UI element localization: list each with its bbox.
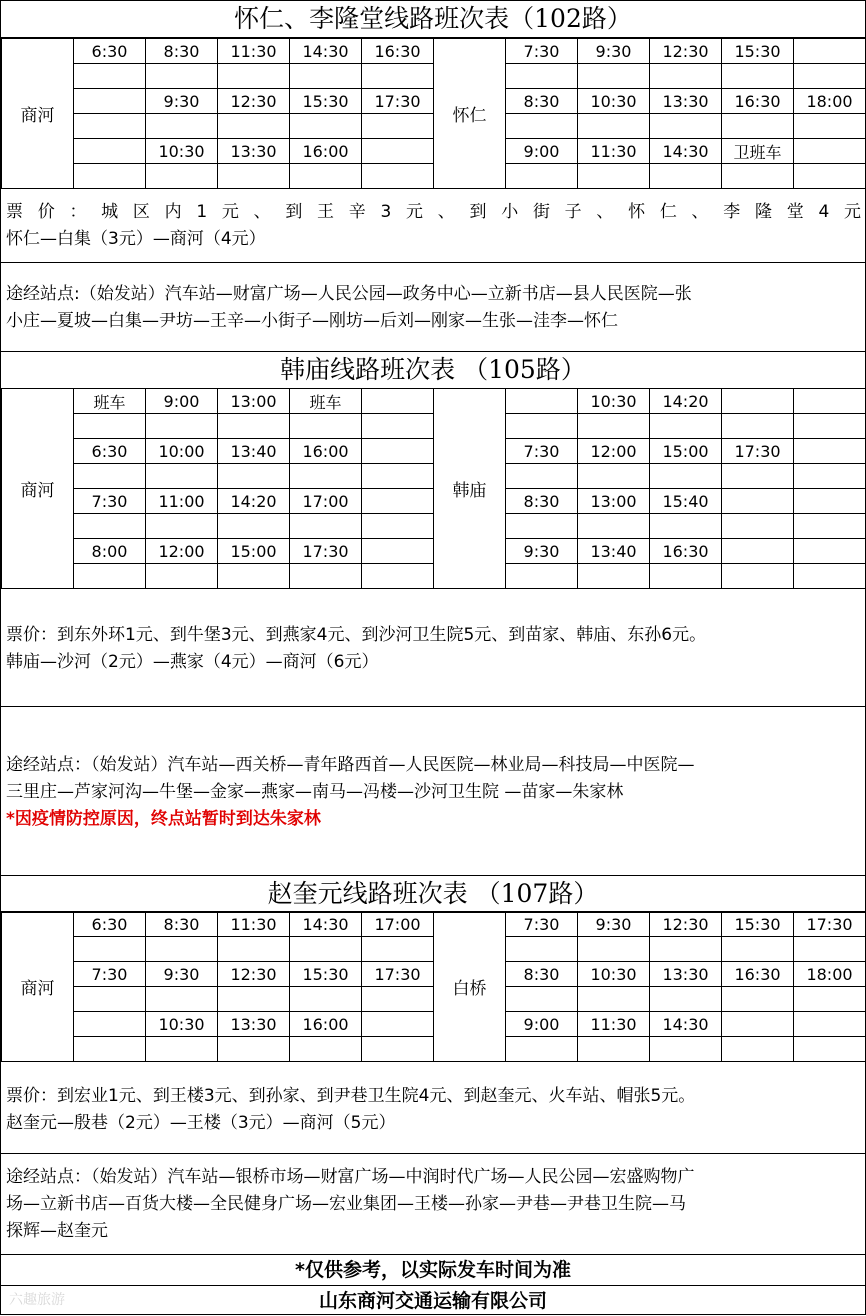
origin-station: 商河	[2, 912, 74, 1062]
departure-time-cell	[578, 164, 650, 189]
departure-time-cell: 8:00	[74, 539, 146, 564]
departure-time-cell	[362, 164, 434, 189]
departure-time-cell: 13:30	[218, 1012, 290, 1037]
departure-time-cell: 班车	[74, 389, 146, 414]
departure-time-cell: 卫班车	[722, 139, 794, 164]
route-107-fare-line-1: 票价：到宏业1元、到王楼3元、到孙家、到尹巷卫生院4元、到赵奎元、火车站、帽张5元。	[6, 1086, 696, 1106]
departure-time-cell	[362, 64, 434, 89]
departure-time-cell	[362, 564, 434, 589]
departure-time-cell: 13:30	[218, 139, 290, 164]
departure-time-cell: 8:30	[146, 912, 218, 937]
departure-time-cell	[218, 1037, 290, 1062]
departure-time-cell	[722, 1012, 794, 1037]
departure-time-cell	[506, 987, 578, 1012]
disclaimer: *仅供参考，以实际发车时间为准	[295, 1259, 571, 1281]
departure-time-cell: 17:30	[794, 912, 866, 937]
departure-time-cell: 18:00	[794, 962, 866, 987]
departure-time-cell: 8:30	[506, 89, 578, 114]
departure-time-cell	[794, 464, 866, 489]
departure-time-cell	[578, 514, 650, 539]
departure-time-cell	[722, 937, 794, 962]
departure-time-cell	[362, 937, 434, 962]
divider	[1, 1153, 865, 1154]
departure-time-cell: 10:30	[578, 389, 650, 414]
departure-time-cell	[578, 1037, 650, 1062]
departure-time-cell	[506, 64, 578, 89]
departure-time-cell	[650, 464, 722, 489]
table-row	[2, 39, 866, 64]
departure-time-cell	[74, 164, 146, 189]
departure-time-cell: 9:30	[578, 39, 650, 64]
departure-time-cell: 12:00	[578, 439, 650, 464]
departure-time-cell	[650, 164, 722, 189]
departure-time-cell: 9:00	[146, 389, 218, 414]
departure-time-cell: 16:30	[722, 89, 794, 114]
departure-time-cell	[794, 439, 866, 464]
departure-time-cell	[74, 89, 146, 114]
departure-time-cell	[146, 1037, 218, 1062]
departure-time-cell: 11:30	[578, 139, 650, 164]
departure-time-cell: 14:20	[218, 489, 290, 514]
departure-time-cell	[290, 564, 362, 589]
departure-time-cell: 9:30	[146, 89, 218, 114]
departure-time-cell: 6:30	[74, 439, 146, 464]
departure-time-cell	[362, 414, 434, 439]
departure-time-cell	[794, 539, 866, 564]
departure-time-cell: 7:30	[506, 912, 578, 937]
route-105-fare-line-2: 韩庙—沙河（2元）—燕家（4元）—商河（6元）	[6, 652, 379, 672]
departure-time-cell	[74, 1012, 146, 1037]
departure-time-cell	[722, 164, 794, 189]
departure-time-cell	[722, 1037, 794, 1062]
departure-time-cell	[722, 114, 794, 139]
departure-time-cell: 12:30	[650, 912, 722, 937]
return-station: 白桥	[434, 912, 506, 1062]
departure-time-cell	[290, 414, 362, 439]
departure-time-cell: 16:00	[290, 439, 362, 464]
departure-time-cell: 15:30	[290, 962, 362, 987]
departure-time-cell: 12:30	[218, 962, 290, 987]
departure-time-cell	[290, 464, 362, 489]
departure-time-cell	[506, 564, 578, 589]
return-station: 怀仁	[434, 39, 506, 189]
route-107-stops-line-1: 途经站点：（始发站）汽车站—银桥市场—财富广场—中润时代广场—人民公园—宏盛购物广	[6, 1167, 695, 1187]
departure-time-cell: 18:00	[794, 89, 866, 114]
departure-time-cell	[290, 987, 362, 1012]
departure-time-cell: 13:00	[218, 389, 290, 414]
departure-time-cell	[362, 139, 434, 164]
departure-time-cell	[218, 987, 290, 1012]
departure-time-cell	[506, 937, 578, 962]
table-row	[2, 912, 866, 937]
departure-time-cell	[362, 439, 434, 464]
departure-time-cell: 6:30	[74, 39, 146, 64]
route-107-stops-line-2: 场—立新书店—百货大楼—全民健身广场—宏业集团—王楼—孙家—尹巷—尹巷卫生院—马	[6, 1194, 686, 1214]
departure-time-cell	[146, 987, 218, 1012]
departure-time-cell	[74, 414, 146, 439]
departure-time-cell: 7:30	[506, 39, 578, 64]
departure-time-cell	[146, 464, 218, 489]
table-row	[2, 389, 866, 414]
departure-time-cell: 15:30	[722, 39, 794, 64]
route-105-notice: *因疫情防控原因，终点站暂时到达朱家林	[6, 809, 321, 829]
departure-time-cell	[794, 489, 866, 514]
departure-time-cell	[290, 64, 362, 89]
departure-time-cell: 9:30	[506, 539, 578, 564]
departure-time-cell	[722, 489, 794, 514]
departure-time-cell	[794, 1012, 866, 1037]
departure-time-cell	[506, 164, 578, 189]
departure-time-cell	[146, 937, 218, 962]
departure-time-cell: 13:40	[578, 539, 650, 564]
departure-time-cell	[506, 464, 578, 489]
departure-time-cell: 15:40	[650, 489, 722, 514]
departure-time-cell: 6:30	[74, 912, 146, 937]
departure-time-cell	[722, 987, 794, 1012]
departure-time-cell	[722, 564, 794, 589]
departure-time-cell: 8:30	[506, 489, 578, 514]
departure-time-cell	[794, 114, 866, 139]
departure-time-cell	[506, 514, 578, 539]
departure-time-cell	[74, 564, 146, 589]
departure-time-cell: 班车	[290, 389, 362, 414]
departure-time-cell	[218, 564, 290, 589]
departure-time-cell: 17:30	[722, 439, 794, 464]
departure-time-cell: 9:00	[506, 139, 578, 164]
departure-time-cell	[794, 1037, 866, 1062]
departure-time-cell	[722, 539, 794, 564]
departure-time-cell	[722, 64, 794, 89]
departure-time-cell	[650, 937, 722, 962]
departure-time-cell	[578, 987, 650, 1012]
departure-time-cell: 14:30	[650, 139, 722, 164]
departure-time-cell	[146, 164, 218, 189]
departure-time-cell	[506, 114, 578, 139]
departure-time-cell	[506, 414, 578, 439]
origin-station: 商河	[2, 389, 74, 589]
departure-time-cell: 12:00	[146, 539, 218, 564]
departure-time-cell	[146, 514, 218, 539]
departure-time-cell: 13:30	[650, 89, 722, 114]
departure-time-cell	[794, 987, 866, 1012]
route-107-timetable	[1, 911, 866, 1062]
departure-time-cell	[74, 937, 146, 962]
route-107-title: 赵奎元线路班次表 （107路）	[1, 876, 865, 913]
departure-time-cell	[146, 64, 218, 89]
departure-time-cell	[794, 564, 866, 589]
departure-time-cell	[794, 39, 866, 64]
departure-time-cell	[578, 64, 650, 89]
departure-time-cell: 10:30	[146, 1012, 218, 1037]
departure-time-cell	[218, 414, 290, 439]
departure-time-cell	[146, 564, 218, 589]
departure-time-cell	[218, 464, 290, 489]
departure-time-cell	[290, 164, 362, 189]
departure-time-cell	[650, 987, 722, 1012]
route-107-fare-line-2: 赵奎元—殷巷（2元）—王楼（3元）—商河（5元）	[6, 1113, 396, 1133]
departure-time-cell: 13:40	[218, 439, 290, 464]
departure-time-cell: 16:30	[362, 39, 434, 64]
origin-station: 商河	[2, 39, 74, 189]
departure-time-cell: 10:30	[146, 139, 218, 164]
departure-time-cell	[650, 114, 722, 139]
departure-time-cell: 16:30	[722, 962, 794, 987]
departure-time-cell	[650, 1037, 722, 1062]
departure-time-cell: 14:30	[650, 1012, 722, 1037]
departure-time-cell: 13:30	[650, 962, 722, 987]
divider	[1, 262, 865, 263]
departure-time-cell	[578, 937, 650, 962]
departure-time-cell	[506, 389, 578, 414]
departure-time-cell	[218, 514, 290, 539]
departure-time-cell: 16:00	[290, 1012, 362, 1037]
departure-time-cell: 10:30	[578, 89, 650, 114]
departure-time-cell: 17:30	[290, 539, 362, 564]
departure-time-cell	[74, 514, 146, 539]
departure-time-cell: 7:30	[74, 489, 146, 514]
route-105-stops-line-2: 三里庄—芦家河沟—牛堡—金家—燕家—南马—冯楼—沙河卫生院 —苗家—朱家林	[6, 782, 624, 802]
departure-time-cell	[794, 514, 866, 539]
departure-time-cell: 11:30	[218, 39, 290, 64]
departure-time-cell	[362, 389, 434, 414]
departure-time-cell	[362, 464, 434, 489]
departure-time-cell	[218, 937, 290, 962]
departure-time-cell: 12:30	[650, 39, 722, 64]
departure-time-cell: 10:30	[578, 962, 650, 987]
departure-time-cell: 11:30	[578, 1012, 650, 1037]
departure-time-cell	[218, 114, 290, 139]
departure-time-cell	[362, 1037, 434, 1062]
departure-time-cell	[146, 414, 218, 439]
departure-time-cell	[290, 514, 362, 539]
departure-time-cell	[74, 114, 146, 139]
departure-time-cell	[146, 114, 218, 139]
departure-time-cell	[722, 464, 794, 489]
departure-time-cell	[578, 564, 650, 589]
departure-time-cell	[650, 514, 722, 539]
departure-time-cell: 16:00	[290, 139, 362, 164]
departure-time-cell	[506, 1037, 578, 1062]
departure-time-cell	[362, 114, 434, 139]
departure-time-cell	[794, 139, 866, 164]
route-107-stops-line-3: 探辉—赵奎元	[6, 1221, 108, 1241]
route-102-title: 怀仁、李隆堂线路班次表（102路）	[1, 1, 865, 38]
departure-time-cell: 15:00	[650, 439, 722, 464]
watermark: 六趣旅游	[9, 1292, 65, 1308]
route-105-title: 韩庙线路班次表 （105路）	[1, 352, 865, 389]
departure-time-cell	[74, 464, 146, 489]
departure-time-cell: 7:30	[506, 439, 578, 464]
route-102-timetable	[1, 38, 866, 189]
departure-time-cell	[74, 139, 146, 164]
departure-time-cell: 14:20	[650, 389, 722, 414]
departure-time-cell	[74, 987, 146, 1012]
departure-time-cell	[650, 64, 722, 89]
route-105-stops-line-1: 途经站点：（始发站）汽车站—西关桥—青年路西首—人民医院—林业局—科技局—中医院—	[6, 755, 695, 775]
departure-time-cell	[362, 514, 434, 539]
departure-time-cell: 15:30	[290, 89, 362, 114]
departure-time-cell	[794, 937, 866, 962]
departure-time-cell: 7:30	[74, 962, 146, 987]
departure-time-cell: 9:30	[146, 962, 218, 987]
route-102-fare-line-1: 票价：城区内1元、到王辛3元、到小街子、怀仁、李隆堂4元	[6, 202, 861, 222]
departure-time-cell	[290, 1037, 362, 1062]
departure-time-cell	[290, 937, 362, 962]
departure-time-cell	[794, 389, 866, 414]
departure-time-cell	[722, 389, 794, 414]
departure-time-cell	[722, 414, 794, 439]
departure-time-cell: 9:30	[578, 912, 650, 937]
departure-time-cell	[722, 514, 794, 539]
departure-time-cell	[218, 64, 290, 89]
departure-time-cell	[578, 414, 650, 439]
departure-time-cell	[650, 414, 722, 439]
departure-time-cell	[74, 64, 146, 89]
route-105-timetable	[1, 388, 866, 589]
company-name: 山东商河交通运输有限公司	[318, 1290, 547, 1312]
departure-time-cell: 8:30	[146, 39, 218, 64]
departure-time-cell: 17:30	[362, 962, 434, 987]
departure-time-cell	[794, 414, 866, 439]
return-station: 韩庙	[434, 389, 506, 589]
departure-time-cell: 17:00	[362, 912, 434, 937]
departure-time-cell	[794, 164, 866, 189]
departure-time-cell: 14:30	[290, 39, 362, 64]
departure-time-cell: 16:30	[650, 539, 722, 564]
departure-time-cell	[74, 1037, 146, 1062]
departure-time-cell	[362, 1012, 434, 1037]
departure-time-cell: 15:00	[218, 539, 290, 564]
departure-time-cell	[362, 489, 434, 514]
departure-time-cell	[290, 114, 362, 139]
departure-time-cell	[362, 539, 434, 564]
departure-time-cell: 15:30	[722, 912, 794, 937]
departure-time-cell: 10:00	[146, 439, 218, 464]
departure-time-cell	[794, 64, 866, 89]
departure-time-cell: 8:30	[506, 962, 578, 987]
departure-time-cell: 17:00	[290, 489, 362, 514]
divider	[1, 706, 865, 707]
departure-time-cell	[578, 114, 650, 139]
departure-time-cell: 17:30	[362, 89, 434, 114]
route-102-fare-line-2: 怀仁—白集（3元）—商河（4元）	[6, 229, 266, 249]
route-102-stops-line-1: 途经站点:（始发站）汽车站—财富广场—人民公园—政务中心—立新书店—县人民医院—张	[6, 284, 692, 304]
route-102-stops-line-2: 小庄—夏坡—白集—尹坊—王辛—小街子—刚坊—后刘—刚家—生张—洼李—怀仁	[6, 311, 618, 331]
departure-time-cell	[650, 564, 722, 589]
departure-time-cell: 9:00	[506, 1012, 578, 1037]
departure-time-cell	[362, 987, 434, 1012]
departure-time-cell: 11:30	[218, 912, 290, 937]
route-105-fare-line-1: 票价：到东外环1元、到牛堡3元、到燕家4元、到沙河卫生院5元、到苗家、韩庙、东孙6元。	[6, 625, 707, 645]
departure-time-cell: 14:30	[290, 912, 362, 937]
departure-time-cell: 13:00	[578, 489, 650, 514]
departure-time-cell: 11:00	[146, 489, 218, 514]
departure-time-cell	[218, 164, 290, 189]
departure-time-cell: 12:30	[218, 89, 290, 114]
departure-time-cell	[578, 464, 650, 489]
